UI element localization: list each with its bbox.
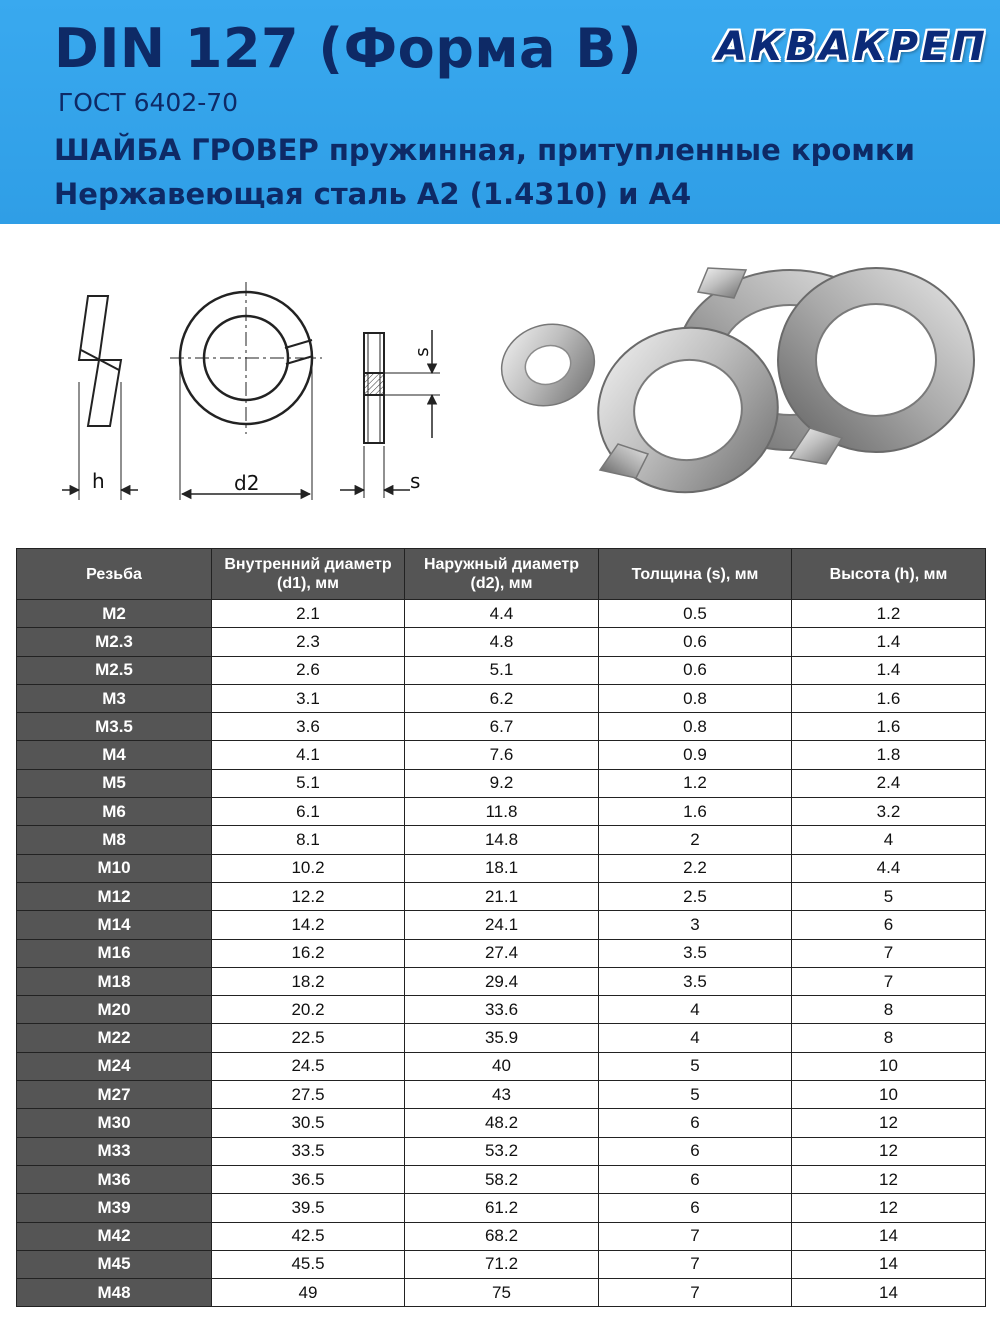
table-header-row <box>17 549 986 600</box>
label-d2: d2 <box>234 471 260 495</box>
d1-cell: 39.5 <box>212 1194 405 1222</box>
h-cell: 3.2 <box>792 798 986 826</box>
standard-label: ГОСТ 6402-70 <box>58 88 239 117</box>
table-row <box>17 996 986 1024</box>
d1-cell: 6.1 <box>212 798 405 826</box>
s-cell: 6 <box>599 1194 792 1222</box>
h-cell: 1.6 <box>792 713 986 741</box>
h-cell: 4 <box>792 826 986 854</box>
h-cell: 12 <box>792 1137 986 1165</box>
d1-cell: 16.2 <box>212 939 405 967</box>
h-cell: 2.4 <box>792 769 986 797</box>
table-row <box>17 1137 986 1165</box>
h-cell: 14 <box>792 1279 986 1307</box>
table-row <box>17 741 986 769</box>
table-row <box>17 826 986 854</box>
s-cell: 4 <box>599 1024 792 1052</box>
d2-cell: 29.4 <box>405 967 599 995</box>
h-cell: 12 <box>792 1109 986 1137</box>
s-cell: 3.5 <box>599 939 792 967</box>
washer-photo <box>491 268 974 506</box>
dimensions-table <box>16 548 986 1307</box>
d1-cell: 5.1 <box>212 769 405 797</box>
s-cell: 7 <box>599 1279 792 1307</box>
d1-cell: 49 <box>212 1279 405 1307</box>
table-row <box>17 1279 986 1307</box>
s-cell: 0.9 <box>599 741 792 769</box>
table-row <box>17 1194 986 1222</box>
illustration-area <box>0 232 1000 542</box>
s-cell: 2.5 <box>599 882 792 910</box>
label-s-vertical: s <box>412 347 433 357</box>
d1-cell: 3.6 <box>212 713 405 741</box>
s-cell: 0.8 <box>599 684 792 712</box>
table-row <box>17 628 986 656</box>
d2-cell: 6.2 <box>405 684 599 712</box>
h-cell: 4.4 <box>792 854 986 882</box>
d2-cell: 71.2 <box>405 1250 599 1278</box>
s-cell: 0.5 <box>599 600 792 628</box>
thread-cell: M39 <box>17 1194 212 1222</box>
col-header-height: Высота (h), мм <box>792 549 986 600</box>
s-cell: 3.5 <box>599 967 792 995</box>
s-cell: 4 <box>599 996 792 1024</box>
thread-cell: M16 <box>17 939 212 967</box>
thread-cell: M45 <box>17 1250 212 1278</box>
d2-cell: 27.4 <box>405 939 599 967</box>
s-cell: 6 <box>599 1109 792 1137</box>
col-header-outer-diameter: Наружный диаметр (d2), мм <box>405 549 599 600</box>
table-row <box>17 967 986 995</box>
d1-cell: 4.1 <box>212 741 405 769</box>
s-cell: 6 <box>599 1137 792 1165</box>
d2-cell: 5.1 <box>405 656 599 684</box>
d1-cell: 2.3 <box>212 628 405 656</box>
h-cell: 7 <box>792 939 986 967</box>
d2-cell: 6.7 <box>405 713 599 741</box>
thread-cell: M5 <box>17 769 212 797</box>
thread-cell: M22 <box>17 1024 212 1052</box>
thread-cell: M3 <box>17 684 212 712</box>
d2-cell: 40 <box>405 1052 599 1080</box>
d2-cell: 4.8 <box>405 628 599 656</box>
table-row <box>17 798 986 826</box>
d2-cell: 58.2 <box>405 1165 599 1193</box>
thread-cell: M8 <box>17 826 212 854</box>
d1-cell: 3.1 <box>212 684 405 712</box>
s-cell: 0.6 <box>599 656 792 684</box>
d2-cell: 11.8 <box>405 798 599 826</box>
d1-cell: 22.5 <box>212 1024 405 1052</box>
d1-cell: 18.2 <box>212 967 405 995</box>
brand-logo: АКВАКРЕП <box>716 24 988 70</box>
h-cell: 5 <box>792 882 986 910</box>
h-cell: 12 <box>792 1194 986 1222</box>
thread-cell: M2.5 <box>17 656 212 684</box>
h-cell: 12 <box>792 1165 986 1193</box>
d2-cell: 7.6 <box>405 741 599 769</box>
table-row <box>17 882 986 910</box>
s-cell: 1.6 <box>599 798 792 826</box>
d2-cell: 24.1 <box>405 911 599 939</box>
page-title: DIN 127 (Форма B) <box>54 17 643 80</box>
s-cell: 7 <box>599 1222 792 1250</box>
technical-drawing <box>0 232 1000 542</box>
product-subtitle: ШАЙБА ГРОВЕР пружинная, притупленные кромки <box>54 133 915 167</box>
d2-cell: 33.6 <box>405 996 599 1024</box>
s-cell: 2 <box>599 826 792 854</box>
d1-cell: 33.5 <box>212 1137 405 1165</box>
d2-cell: 9.2 <box>405 769 599 797</box>
h-cell: 14 <box>792 1222 986 1250</box>
d2-cell: 43 <box>405 1081 599 1109</box>
d1-cell: 20.2 <box>212 996 405 1024</box>
s-cell: 5 <box>599 1052 792 1080</box>
d1-cell: 30.5 <box>212 1109 405 1137</box>
label-h: h <box>92 469 105 493</box>
table-row <box>17 684 986 712</box>
d1-cell: 12.2 <box>212 882 405 910</box>
thread-cell: M24 <box>17 1052 212 1080</box>
d2-cell: 4.4 <box>405 600 599 628</box>
table-row <box>17 1081 986 1109</box>
thread-cell: M10 <box>17 854 212 882</box>
table-row <box>17 1109 986 1137</box>
d1-cell: 42.5 <box>212 1222 405 1250</box>
col-header-thickness: Толщина (s), мм <box>599 549 792 600</box>
s-cell: 2.2 <box>599 854 792 882</box>
material-subtitle: Нержавеющая сталь А2 (1.4310) и А4 <box>54 177 692 211</box>
d1-cell: 24.5 <box>212 1052 405 1080</box>
h-cell: 14 <box>792 1250 986 1278</box>
table-row <box>17 854 986 882</box>
col-header-inner-diameter: Внутренний диаметр (d1), мм <box>212 549 405 600</box>
table-row <box>17 911 986 939</box>
h-cell: 10 <box>792 1052 986 1080</box>
table-row <box>17 656 986 684</box>
d2-cell: 53.2 <box>405 1137 599 1165</box>
d2-cell: 21.1 <box>405 882 599 910</box>
thread-cell: M42 <box>17 1222 212 1250</box>
s-cell: 0.6 <box>599 628 792 656</box>
table-row <box>17 939 986 967</box>
d2-cell: 14.8 <box>405 826 599 854</box>
s-cell: 3 <box>599 911 792 939</box>
s-cell: 5 <box>599 1081 792 1109</box>
table-row <box>17 769 986 797</box>
thread-cell: M27 <box>17 1081 212 1109</box>
thread-cell: M30 <box>17 1109 212 1137</box>
front-view-drawing <box>170 282 322 500</box>
h-cell: 1.6 <box>792 684 986 712</box>
table-row <box>17 600 986 628</box>
table-row <box>17 1250 986 1278</box>
d2-cell: 61.2 <box>405 1194 599 1222</box>
table-row <box>17 1165 986 1193</box>
thread-cell: M20 <box>17 996 212 1024</box>
thread-cell: M12 <box>17 882 212 910</box>
thread-cell: M4 <box>17 741 212 769</box>
d2-cell: 68.2 <box>405 1222 599 1250</box>
s-cell: 7 <box>599 1250 792 1278</box>
s-cell: 1.2 <box>599 769 792 797</box>
table-row <box>17 713 986 741</box>
thread-cell: M2.3 <box>17 628 212 656</box>
table-row <box>17 1024 986 1052</box>
d1-cell: 2.6 <box>212 656 405 684</box>
table-row <box>17 1052 986 1080</box>
thread-cell: M6 <box>17 798 212 826</box>
h-cell: 10 <box>792 1081 986 1109</box>
d1-cell: 10.2 <box>212 854 405 882</box>
thread-cell: M33 <box>17 1137 212 1165</box>
h-cell: 8 <box>792 1024 986 1052</box>
thread-cell: M3.5 <box>17 713 212 741</box>
h-cell: 1.4 <box>792 628 986 656</box>
d2-cell: 48.2 <box>405 1109 599 1137</box>
d1-cell: 27.5 <box>212 1081 405 1109</box>
thread-cell: M14 <box>17 911 212 939</box>
header-banner <box>0 0 1000 224</box>
s-cell: 6 <box>599 1165 792 1193</box>
thread-cell: M36 <box>17 1165 212 1193</box>
d2-cell: 35.9 <box>405 1024 599 1052</box>
col-header-thread: Резьба <box>17 549 212 600</box>
table-row <box>17 1222 986 1250</box>
d1-cell: 2.1 <box>212 600 405 628</box>
h-cell: 1.2 <box>792 600 986 628</box>
thread-cell: M2 <box>17 600 212 628</box>
label-s-horizontal: s <box>410 469 421 493</box>
d1-cell: 8.1 <box>212 826 405 854</box>
h-cell: 7 <box>792 967 986 995</box>
thread-cell: M48 <box>17 1279 212 1307</box>
h-cell: 8 <box>792 996 986 1024</box>
h-cell: 6 <box>792 911 986 939</box>
d2-cell: 75 <box>405 1279 599 1307</box>
h-cell: 1.4 <box>792 656 986 684</box>
h-cell: 1.8 <box>792 741 986 769</box>
d1-cell: 45.5 <box>212 1250 405 1278</box>
d1-cell: 14.2 <box>212 911 405 939</box>
d1-cell: 36.5 <box>212 1165 405 1193</box>
thread-cell: M18 <box>17 967 212 995</box>
s-cell: 0.8 <box>599 713 792 741</box>
d2-cell: 18.1 <box>405 854 599 882</box>
